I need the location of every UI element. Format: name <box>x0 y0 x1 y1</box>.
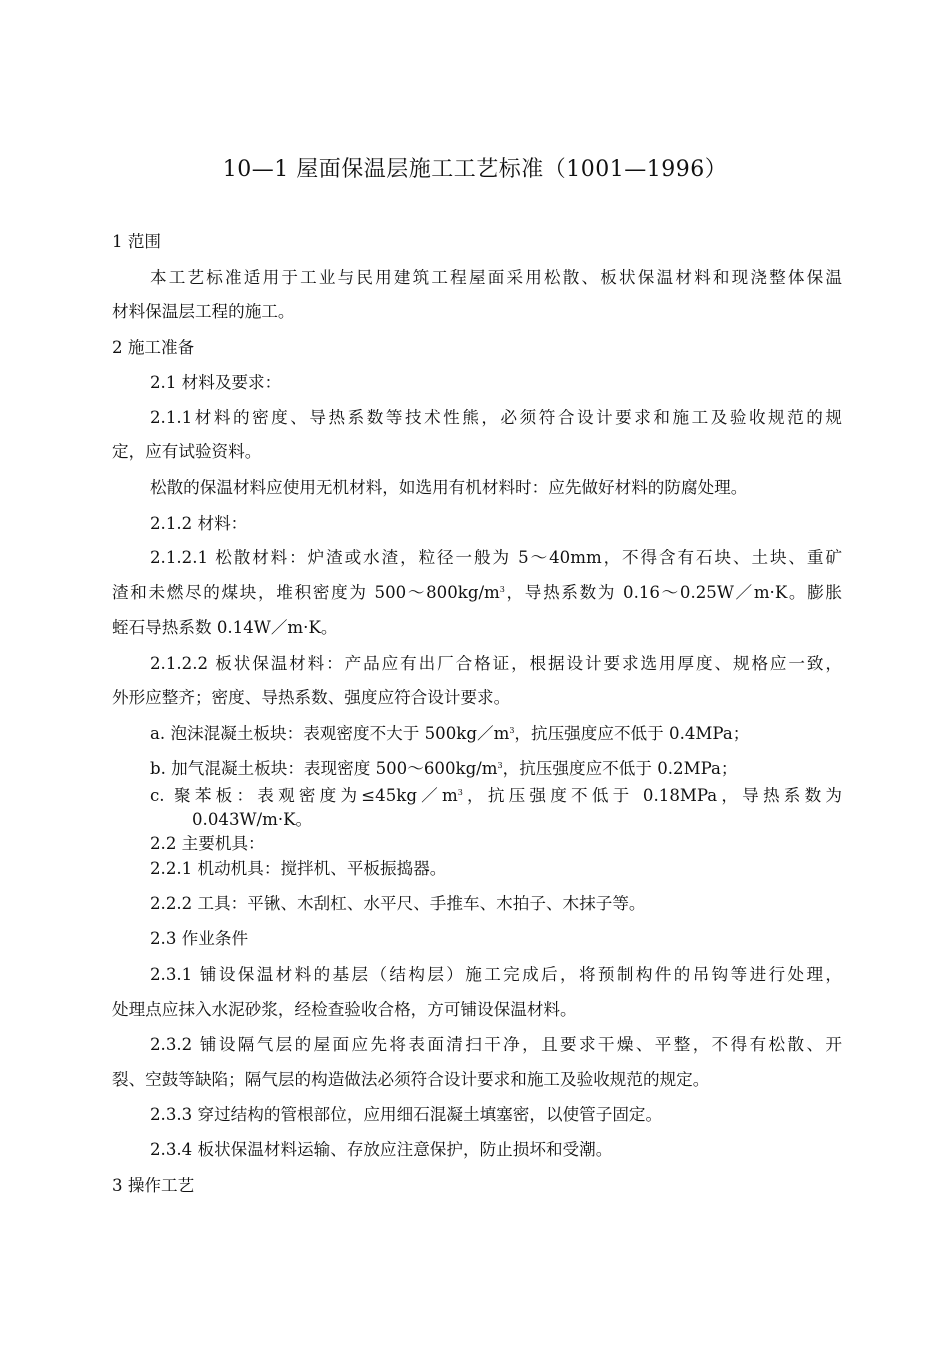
section-1-paragraph-line-2: 材料保温层工程的施工。 <box>112 302 295 321</box>
section-2-1-2-heading: 2.1.2 材料： <box>150 514 248 533</box>
list-item-b: b. 加气混凝土板块：表现密度 $500\sim 600kg/m^3$，抗压强度应不低于 0.2MPa； <box>150 759 738 778</box>
section-2-1-2-2-line-1: 2.1.2.2 板状保温材料：产品应有出厂合格证，根据设计要求选用厚度、规格应一致， <box>150 654 842 673</box>
document-title: 10—1 屋面保温层施工工艺标准（1001—1996） <box>222 157 728 182</box>
section-2-heading: 2 施工准备 <box>112 338 195 357</box>
section-2-3-4: 2.3.4 板状保温材料运输、存放应注意保护，防止损坏和受潮。 <box>150 1140 613 1159</box>
section-2-1-1-line-1: 2.1.1材料的密度、导热系数等技术性熊，必须符合设计要求和施工及验收规范的规 <box>150 408 842 427</box>
section-2-1-1-line-2: 定，应有试验资料。 <box>112 442 262 461</box>
section-2-3-2-line-2: 裂、空鼓等缺陷；隔气层的构造做法必须符合设计要求和施工及验收规范的规定。 <box>112 1070 710 1089</box>
section-2-3-1-line-2: 处理点应抹入水泥砂浆，经检查验收合格，方可铺设保温材料。 <box>112 1000 577 1019</box>
section-2-1-1-paragraph-2: 松散的保温材料应使用无机材料，如选用有机材料时：应先做好材料的防腐处理。 <box>150 478 748 497</box>
section-1-heading: 1 范围 <box>112 232 162 251</box>
section-2-3-1-line-1: 2.3.1 铺设保温材料的基层（结构层）施工完成后，将预制构件的吊钩等进行处理， <box>150 965 842 984</box>
section-2-1-heading: 2.1 材料及要求： <box>150 373 282 392</box>
section-2-2-heading: 2.2 主要机具： <box>150 834 265 853</box>
section-3-heading: 3 操作工艺 <box>112 1176 195 1195</box>
section-2-1-2-1-line-3: 蛭石导热系数 0.14W／m·K。 <box>112 618 338 637</box>
list-item-c: c. 聚苯板：表观密度为$\le 45kg/m^3$，抗压强度不低于 0.18MPa，导热系数为 <box>150 786 842 805</box>
section-2-1-2-1-line-2: 渣和未燃尽的煤块，堆积密度为 $500\sim 800kg/m^3$，导热系数为 0.16～0.25W／m·K。膨胀 <box>112 583 842 602</box>
section-2-1-2-2-line-2: 外形应整齐；密度、导热系数、强度应符合设计要求。 <box>112 688 511 707</box>
section-2-2-1: 2.2.1 机动机具：搅拌机、平板振捣器。 <box>150 859 447 878</box>
list-item-a: a. 泡沫混凝土板块：表观密度不大于 $500kg/m^3$，抗压强度应不低于 0.4MPa； <box>150 724 750 743</box>
section-2-2-2: 2.2.2 工具：平锹、木刮杠、水平尺、手推车、木拍子、木抹子等。 <box>150 894 646 913</box>
section-1-paragraph-line-1: 本工艺标准适用于工业与民用建筑工程屋面采用松散、板状保温材料和现浇整体保温 <box>150 268 842 287</box>
list-item-c-line-2: 0.043W/m·K。 <box>192 810 313 829</box>
section-2-3-heading: 2.3 作业条件 <box>150 929 249 948</box>
section-2-1-2-1-line-1: 2.1.2.1 松散材料：炉渣或水渣，粒径一般为 5～40mm，不得含有石块、土块、重矿 <box>150 548 842 567</box>
section-2-3-3: 2.3.3 穿过结构的管根部位，应用细石混凝土填塞密，以使管子固定。 <box>150 1105 663 1124</box>
section-2-3-2-line-1: 2.3.2 铺设隔气层的屋面应先将表面清扫干净，且要求干燥、平整，不得有松散、开 <box>150 1035 842 1054</box>
